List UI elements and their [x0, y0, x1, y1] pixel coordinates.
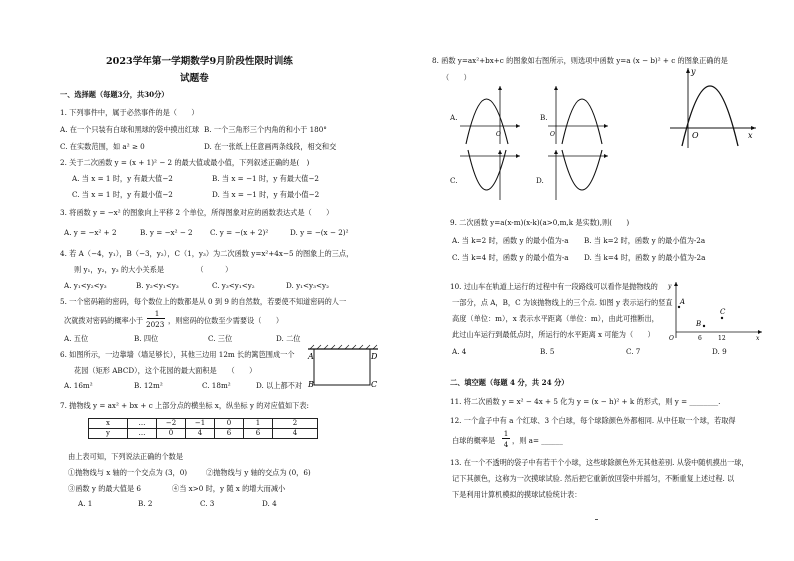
question-8: 8. 函数 y=ax²+bx+c 的图象如右图所示，则选项中函数 y=a (x − b)² + c 的图象正确的是	[432, 56, 728, 65]
point-label-a: A	[680, 298, 686, 306]
q6-option-a: A. 16m²	[64, 381, 93, 390]
q7-statement-2: ②抛物线与 y 轴的交点为 (0，6)	[206, 468, 311, 477]
section-heading-choice: 一、选择题（每题3分，共30分）	[60, 90, 169, 99]
q10-option-d: D. 9	[712, 347, 727, 356]
table-cell: …	[128, 429, 157, 439]
q4-option-c: C. y₃<y₁<y₂	[212, 281, 255, 290]
vertex-label-a: A	[308, 352, 314, 361]
q7-option-d: D. 4	[262, 499, 277, 508]
table-cell: 4	[186, 429, 215, 439]
question-6-cont: 花园（矩形 ABCD），这个花园的最大面积是 （ ）	[74, 366, 257, 375]
x-tick-6: 6	[698, 335, 702, 342]
question-2: 2. 关于二次函数 y = (x + 1)² − 2 的最大值或最小值，下列叙述正确的是( )	[60, 158, 310, 167]
point-label-b: B	[696, 320, 702, 328]
question-13-line2: 记下其颜色，这称为一次摸球试验. 然后把它重新放回袋中并摇匀，不断重复上述过程. 以	[452, 474, 735, 483]
question-3: 3. 将函数 y = −x² 的图象向上平移 2 个单位，所得图象对应的函数表达式是（ ）	[60, 208, 334, 217]
q7-statement-4: ④当 x>0 时，y 随 x 的增大而减小	[172, 484, 286, 493]
q4-option-a: A. y₁<y₂<y₃	[64, 281, 107, 290]
question-4: 4. 若 A（−4，y₁），B（−3，y₂），C（1，y₃）为二次函数 y=x²+4x−5 的图象上的三点，	[60, 249, 354, 258]
value-table	[88, 418, 318, 439]
q1-option-a: A. 在一个只装有白球和黑球的袋中摸出红球	[60, 125, 200, 134]
q2-option-c: C. 当 x = 1 时，y 有最小值−2	[72, 190, 173, 199]
q7-option-b: B. 2	[138, 499, 153, 508]
question-5-cont: 次就拨对密码的概率小于	[64, 316, 144, 325]
table-cell: −2	[157, 419, 186, 429]
q5-option-a: A. 五位	[64, 334, 89, 343]
y-axis-label: y	[691, 67, 696, 76]
q2-option-d: D. 当 x = −1 时，y 有最小值−2	[212, 190, 320, 199]
x-axis-label: x	[756, 335, 760, 342]
y-axis-label: y	[668, 283, 672, 290]
origin-label: O	[550, 131, 555, 138]
question-12-cont: 白球的概率是	[452, 436, 496, 445]
origin-label: O	[692, 131, 699, 140]
vertex-label-c: C	[371, 380, 378, 389]
question-10-line3: 高度（单位：m），x 表示水平距离（单位：m），由此可推断出，	[452, 314, 659, 323]
question-12: 12. 一个盒子中有 a 个红球、3 个白球，每个球除颜色外都相同. 从中任取一个球，若取得	[450, 416, 736, 425]
q8-option-c-graph	[460, 150, 524, 202]
q6-option-c: C. 18m²	[202, 381, 231, 390]
point-label-c: C	[720, 308, 726, 316]
q12-fraction-denominator: 4	[503, 440, 509, 449]
question-1: 1. 下列事件中，属于必然事件的是（ ）	[60, 108, 199, 117]
q9-option-c: C. 当 k=4 时，函数 y 的最小值为-a	[452, 253, 569, 262]
q3-option-c: C. y = −(x + 2)²	[210, 228, 269, 237]
q8-option-a-graph	[460, 84, 524, 146]
origin-label: O	[669, 335, 674, 342]
q7-statement-1: ①抛物线与 x 轴的一个交点为 (3，0)	[68, 468, 188, 477]
question-5-tail: ，则密码的位数至少需要设（ ）	[168, 316, 284, 325]
table-cell: 4	[273, 429, 318, 439]
q2-option-a: A. 当 x = 1 时，y 有最大值−2	[72, 174, 173, 183]
q5-option-c: C. 三位	[208, 334, 233, 343]
q8-option-c-label: C.	[450, 176, 458, 185]
q3-option-b: B. y = −x² − 2	[140, 228, 193, 237]
q3-option-d: D. y = −(x − 2)²	[290, 228, 349, 237]
q3-option-a: A. y = −x² + 2	[64, 228, 117, 237]
question-12-tail: ，则 a= ______	[512, 436, 563, 445]
vertex-label-b: B	[308, 380, 314, 389]
q10-option-c: C. 7	[626, 347, 641, 356]
table-cell: 6	[215, 429, 244, 439]
question-10-line2: 一部分，点 A，B，C 为该抛物线上的三个点. 如图 y 表示运行的竖直	[452, 298, 673, 307]
q1-option-d: D. 在一张纸上任意画两条线段，相交和交	[204, 142, 337, 151]
table-cell: 6	[244, 429, 273, 439]
page-subtitle: 试题卷	[180, 73, 209, 84]
q5-option-d: D. 二位	[276, 334, 301, 343]
q12-fraction-numerator: 1	[503, 429, 509, 438]
question-13-line3: 下是利用计算机模拟的摸球试验统计表：	[452, 490, 582, 499]
question-7-cont: 由上表可知，下列说法正确的个数是	[68, 452, 184, 461]
x-axis-label: x	[748, 131, 753, 140]
roller-coaster-graph	[666, 280, 766, 340]
table-cell: …	[128, 419, 157, 429]
q12-fraction-bar	[502, 438, 510, 439]
q9-option-a: A. 当 k=2 时，函数 y 的最小值为-a	[452, 236, 569, 245]
q5-fraction-bar	[147, 318, 165, 319]
q8-option-b-label: B.	[540, 113, 548, 122]
table-cell: 1	[244, 419, 273, 429]
q2-option-b: B. 当 x = −1 时，y 有最大值−2	[212, 174, 319, 183]
origin-label: O	[496, 131, 501, 138]
q10-option-b: B. 5	[540, 347, 555, 356]
question-13: 13. 在一个不透明的袋子中有若干个小球，这些球除颜色外无其他差别. 从袋中随机摸出一球，	[450, 458, 749, 467]
q6-option-d: D. 以上都不对	[256, 381, 303, 390]
q8-option-a-label: A.	[450, 113, 458, 122]
q9-option-d: D. 当 k=4 时，函数 y 的最小值为-2a	[584, 253, 706, 262]
question-10-line4: 此过山车运行到最低点时，所运行的水平距离 x 可能为（ ）	[452, 330, 655, 339]
q9-option-b: B. 当 k=2 时，函数 y 的最小值为-2a	[584, 236, 706, 245]
q4-option-b: B. y₂<y₁<y₃	[136, 281, 179, 290]
table-cell: 0	[157, 429, 186, 439]
q8-option-d-graph	[548, 150, 612, 202]
q1-option-c: C. 在实数范围，如 a² ≥ 0	[60, 142, 145, 151]
q7-option-c: C. 3	[200, 499, 215, 508]
question-5: 5. 一个密码箱的密码，每个数位上的数都是从 0 到 9 的自然数，若要使不知道密码的人一	[60, 297, 347, 306]
table-row	[89, 419, 318, 429]
q8-option-b-graph	[548, 84, 612, 146]
table-cell: 2	[273, 419, 318, 429]
page-title: 2023学年第一学期数学9月阶段性限时训练	[106, 56, 293, 67]
q5-fraction-denominator: 2023	[146, 320, 165, 329]
q10-option-a: A. 4	[452, 347, 467, 356]
question-11: 11. 将二次函数 y = x² − 4x + 5 化为 y = (x − h)² + k 的形式，则 y = ________.	[450, 397, 721, 406]
table-cell: 0	[215, 419, 244, 429]
vertex-label-d: D	[371, 352, 378, 361]
question-6: 6. 如图所示，一边靠墙（墙足够长），其他三边用 12m 长的篱笆围成一个	[60, 350, 295, 359]
q6-option-b: B. 12m²	[134, 381, 163, 390]
q5-fraction-numerator: 1	[154, 309, 160, 318]
q8-option-d-label: D.	[536, 176, 544, 185]
q4-option-d: D. y₁<y₃<y₂	[286, 281, 329, 290]
table-cell: x	[89, 419, 128, 429]
question-4-cont: 则 y₁，y₂，y₃ 的大小关系是 （ ）	[74, 265, 233, 274]
question-9: 9. 二次函数 y=a(x-m)(x-k)(a>0,m,k 是实数),则( )	[450, 218, 630, 227]
page-mark	[595, 519, 598, 520]
q5-option-b: B. 四位	[134, 334, 159, 343]
question-7: 7. 抛物线 y = ax² + bx + c 上部分点的横坐标 x，纵坐标 y 的对应值如下表:	[60, 401, 309, 410]
table-cell: y	[89, 429, 128, 439]
garden-figure	[308, 345, 380, 391]
table-row	[89, 429, 318, 439]
section-heading-fill: 二、填空题（每题 4 分，共 24 分）	[450, 378, 569, 387]
q1-option-b: B. 一个三角形三个内角的和小于 180°	[204, 125, 327, 134]
q7-statement-3: ③函数 y 的最大值是 6	[68, 484, 141, 493]
table-cell: −1	[186, 419, 215, 429]
x-tick-12: 12	[718, 335, 726, 342]
question-8-cont: （ ）	[442, 73, 471, 82]
q7-option-a: A. 1	[78, 499, 93, 508]
q8-reference-graph	[670, 66, 760, 150]
question-10: 10. 过山车在轨道上运行的过程中有一段路线可以看作是抛物线的	[450, 282, 658, 291]
